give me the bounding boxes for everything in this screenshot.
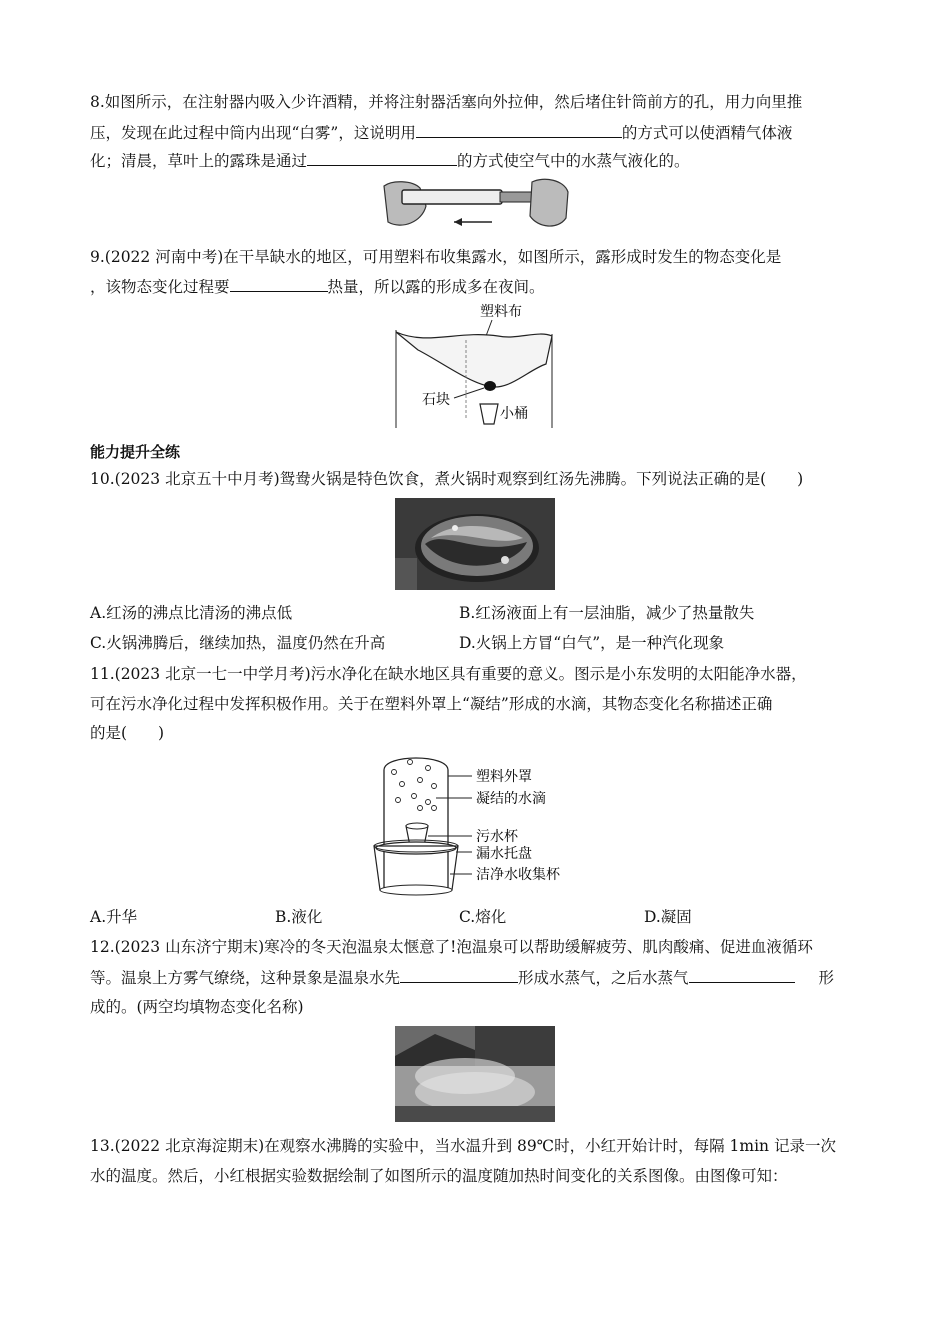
q9-line-2-text-b: 热量，所以露的形成多在夜间。: [327, 278, 545, 296]
q12-line-2-text-b: 形成水蒸气，之后水蒸气: [518, 969, 689, 987]
q8-line-2-text-b: 的方式可以使酒精气体液: [621, 124, 793, 142]
q9-line-1: 9.(2022 河南中考)在干旱缺水的地区，可用塑料布收集露水，如图所示，露形成时发生的物态变化是: [90, 248, 782, 266]
q9-line-2: [90, 275, 545, 298]
q12-line-1: 12.(2023 山东济宁期末)寒冷的冬天泡温泉太惬意了!泡温泉可以帮助缓解疲劳、肌肉酸痛、促进血液循环: [90, 938, 813, 956]
q13-line-1: 13.(2022 北京海淀期末)在观察水沸腾的实验中，当水温升到 89℃时，小红开始计时，每隔 1min 记录一次: [90, 1137, 836, 1155]
q12-line-2-text-a: 等。温泉上方雾气缭绕，这种景象是温泉水先: [90, 969, 401, 987]
q10-stem: 10.(2023 北京五十中月考)鸳鸯火锅是特色饮食，煮火锅时观察到红汤先沸腾。下列说法正确的是( ): [90, 470, 804, 488]
label-condensed-drops: 凝结的水滴: [476, 791, 546, 807]
label-drip-tray: 漏水托盘: [476, 846, 532, 862]
syringe-barrel: [402, 190, 502, 204]
q11-option-d[interactable]: D.凝固: [644, 908, 692, 926]
water-purifier-figure: [372, 750, 582, 898]
hot-spring-photo: [395, 1026, 555, 1122]
q8-line-3-text-b: 的方式使空气中的水蒸气液化的。: [457, 152, 690, 170]
q11-line-1: 11.(2023 北京一七一中学月考)污水净化在缺水地区具有重要的意义。图示是小东发明的太阳能净水器，: [90, 665, 807, 683]
section-title: 能力提升全练: [90, 443, 181, 461]
label-plastic-sheet: 塑料布: [480, 304, 522, 320]
bucket-icon: [480, 404, 498, 424]
q8-blank-1[interactable]: [416, 121, 622, 138]
water-drops: [392, 760, 437, 811]
dew-collector-figure: [388, 300, 560, 428]
q8-line-3: [90, 149, 690, 172]
plastic-sheet: [396, 332, 552, 387]
label-stone: 石块: [422, 392, 450, 408]
stone-icon: [484, 381, 496, 391]
q11-line-2: 可在污水净化过程中发挥积极作用。关于在塑料外罩上“凝结”形成的水滴，其物态变化名称描述正确: [90, 695, 773, 713]
syringe-figure: [382, 176, 570, 234]
q8-line-2: [90, 121, 792, 144]
q9-line-2-text-a: ，该物态变化过程要: [90, 278, 230, 296]
q12-blank-2[interactable]: [689, 966, 795, 983]
q8-line-2-text-a: 压，发现在此过程中筒内出现“白雾”，这说明用: [90, 124, 416, 142]
q10-option-a[interactable]: A.红汤的沸点比清汤的沸点低: [90, 604, 293, 622]
hotpot-photo: [395, 498, 555, 590]
right-hand-icon: [530, 179, 568, 226]
q10-option-c[interactable]: C.火锅沸腾后，继续加热，温度仍然在升高: [90, 634, 386, 652]
label-sewage-cup: 污水杯: [476, 829, 518, 845]
label-bucket: 小桶: [500, 406, 528, 422]
label-clean-water-cup: 洁净水收集杯: [476, 867, 560, 883]
q11-line-3: 的是( ): [90, 724, 165, 742]
q13-line-2: 水的温度。然后，小红根据实验数据绘制了如图所示的温度随加热时间变化的关系图像。由图像可知：: [90, 1167, 788, 1185]
q12-blank-1[interactable]: [400, 966, 518, 983]
q11-option-a[interactable]: A.升华: [90, 908, 138, 926]
q12-line-2-text-c: 形: [818, 969, 835, 987]
q10-option-d[interactable]: D.火锅上方冒“白气”，是一种汽化现象: [459, 634, 725, 652]
q12-line-2: [90, 966, 834, 989]
q8-line-3-text-a: 化；清晨，草叶上的露珠是通过: [90, 152, 308, 170]
q10-option-b[interactable]: B.红汤液面上有一层油脂，减少了热量散失: [459, 604, 755, 622]
q8-line-1: 8.如图所示，在注射器内吸入少许酒精，并将注射器活塞向外拉伸，然后堵住针筒前方的孔，用力向里推: [90, 93, 803, 111]
q11-option-c[interactable]: C.熔化: [459, 908, 507, 926]
label-plastic-cover: 塑料外罩: [476, 769, 532, 785]
q11-option-b[interactable]: B.液化: [275, 908, 323, 926]
q9-blank[interactable]: [230, 275, 328, 292]
q12-line-3: 成的。(两空均填物态变化名称): [90, 998, 304, 1016]
q8-blank-2[interactable]: [307, 149, 457, 166]
